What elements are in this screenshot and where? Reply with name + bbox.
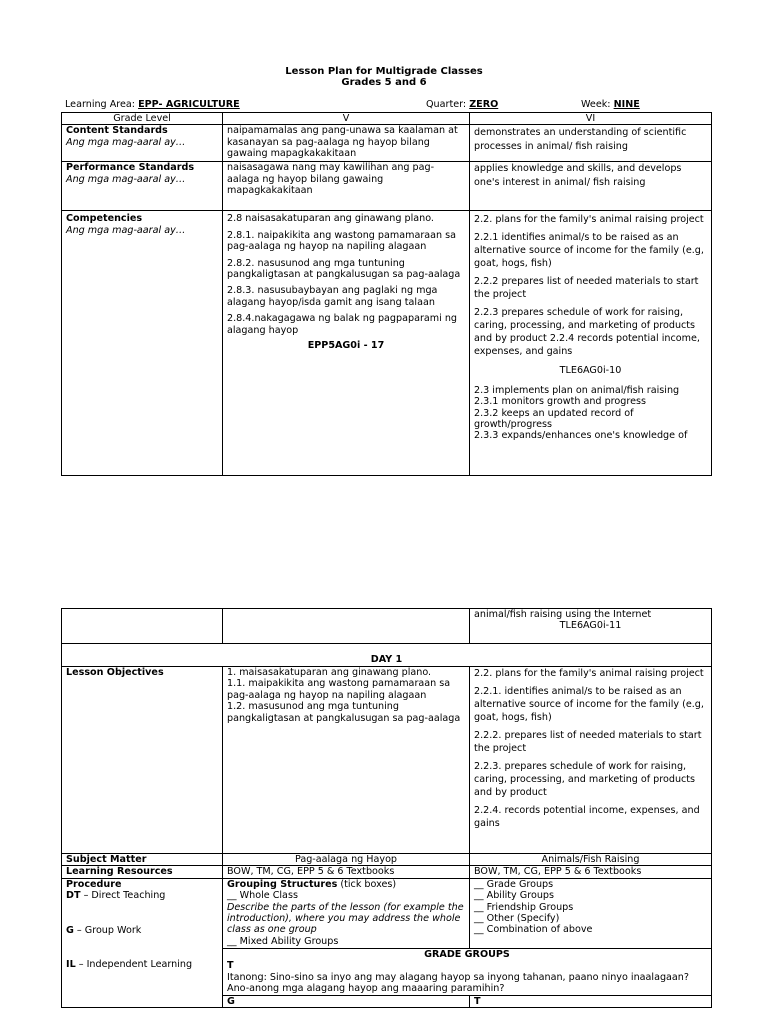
competency-vi-more: 2.3.3 expands/enhances one's knowledge of [474,430,688,442]
subject-matter-label: Subject Matter [62,854,223,866]
competencies-label: Competencies [66,213,143,225]
grouping-mixed: __ Mixed Ability Groups [227,935,339,947]
performance-standards-sub: Ang mga mag-aaral ay… [66,173,186,185]
objective-vi-item: 2.2.2. prepares list of needed materials to start the project [474,730,702,754]
t-column-label: T [470,995,712,1007]
content-standards-row [62,125,712,162]
page-title: Lesson Plan for Multigrade Classes [285,66,483,77]
competencies-vi [470,211,712,476]
learning-area-value: EPP- AGRICULTURE [138,99,240,110]
competencies-cell [62,211,223,476]
grade-vi-header: VI [470,113,712,125]
learning-resources-v: BOW, TM, CG, EPP 5 & 6 Textbooks [223,866,470,878]
grade-level-label: Grade Level [62,113,223,125]
objective-v-item: 1.2. masusunod ang mga tuntuning pangkaligtasan at pangkalusugan sa pag-aalaga [227,701,461,724]
competencies-sub: Ang mga mag-aaral ay… [66,224,186,236]
performance-standards-vi: applies knowledge and skills, and develops one's interest in animal/ fish raising [470,162,712,211]
competency-vi-item: 2.2.3 prepares schedule of work for raising, caring, processing, and marketing of products and by product 2.2.4 records potential income, expenses, and gains [474,307,700,358]
procedure-row [62,878,712,948]
grouping-vi-item: __ Other (Specify) [474,913,560,925]
grouping-vi-item: __ Ability Groups [474,890,554,902]
week-label: Week: [581,99,611,110]
performance-standards-label: Performance Standards [66,162,195,174]
g-column-label: G [223,995,470,1007]
competency-vi-code: TLE6AG0i-10 [559,365,622,377]
objective-vi-item: 2.2.1. identifies animal/s to be raised as an alternative source of income for the family (e.g, goat, hogs, fish) [474,686,704,723]
learning-resources-label: Learning Resources [62,866,223,878]
t-question: Itanong: Sino-sino sa inyo ang may alagang hayop sa inyong tahanan, paano ninyo inaalagaan? Ano-anong mga alagang hayop ang maaaring paramihin? [227,971,689,995]
content-standards-sub: Ang mga mag-aaral ay… [66,136,186,148]
continuation-line: animal/fish raising using the Internet [474,609,652,620]
grade-level-row [62,113,712,125]
subject-matter-v: Pag-aalaga ng Hayop [223,854,470,866]
learning-area [65,99,240,110]
competency-v-item: 2.8.3. nasusubaybayan ang paglaki ng mga alagang hayop/isda gamit ang isang talaan [227,285,438,308]
procedure-dt: DT – Direct Teaching [66,890,166,902]
grade-groups-cell [223,948,712,995]
competency-v-item: 2.8.1. naipakikita ang wastong pamamaraan sa pag-aalaga ng hayop na napiling alagaan [227,229,457,253]
competency-vi-more: 2.3.2 keeps an updated record of growth/progress [474,407,634,431]
grouping-vi [470,878,712,948]
week-value: NINE [613,99,640,110]
objective-v-item: 1.1. maipakikita ang wastong pamamaraan sa pag-aalaga ng hayop na napiling alagaan [227,678,451,701]
competency-vi-more: 2.3.1 monitors growth and progress [474,396,646,408]
content-standards-label: Content Standards [66,125,168,137]
lesson-objectives-vi [470,667,712,854]
grouping-vi-item: __ Combination of above [474,924,593,936]
performance-standards-cell [62,162,223,211]
lesson-table [61,608,712,1008]
grouping-whole-class: __ Whole Class [227,890,298,902]
continuation-code: TLE6AG0i-11 [559,620,622,632]
procedure-label: Procedure [66,878,122,890]
lesson-objectives-label: Lesson Objectives [62,667,223,854]
objective-v-item: 1. maisasakatuparan ang ginawang plano. [227,667,432,678]
week [581,99,640,110]
lesson-objectives-v [223,667,470,854]
quarter-value: ZERO [469,99,499,110]
competency-v-item: 2.8.4.nakagagawa ng balak ng pagpaparami ng alagang hayop [227,313,458,336]
subject-matter-vi: Animals/Fish Raising [470,854,712,866]
learning-resources-vi: BOW, TM, CG, EPP 5 & 6 Textbooks [470,866,712,878]
competency-vi-item: 2.2.1 identifies animal/s to be raised as an alternative source of income for the family (e.g, goat, hogs, fish) [474,232,704,270]
learning-resources-row [62,866,712,878]
competency-v-item: 2.8 naisasakatuparan ang ginawang plano. [227,213,434,225]
grouping-vi-item: __ Grade Groups [474,878,554,890]
objective-vi-item: 2.2.3. prepares schedule of work for raising, caring, processing, and marketing of products and by product [474,761,696,798]
competency-v-code: EPP5AG0i - 17 [307,340,385,352]
performance-standards-row [62,162,712,211]
quarter-label: Quarter: [426,99,467,110]
grouping-heading: Grouping Structures (tick boxes) [227,878,397,890]
competencies-v [223,211,470,476]
grouping-v [223,878,470,948]
procedure-il: IL – Independent Learning [66,959,193,971]
procedure-cell [62,878,223,1007]
content-standards-vi: demonstrates an understanding of scientific processes in animal/ fish raising [470,125,712,162]
content-standards-v: naipamamalas ang pang-unawa sa kaalaman at kasanayan sa pag-aalaga ng hayop bilang gawaing mapagkakakitaan [223,125,470,162]
standards-table [61,112,712,476]
content-standards-cell [62,125,223,162]
grade-v-header: V [223,113,470,125]
grade-groups-heading: GRADE GROUPS [424,948,510,960]
objective-vi-item: 2.2.4. records potential income, expenses, and gains [474,805,700,829]
learning-area-label: Learning Area: [65,99,136,110]
subject-matter-row [62,854,712,866]
competency-vi-item: 2.2. plans for the family's animal raising project [474,214,704,226]
day-row [62,644,712,667]
competency-vi-more: 2.3 implements plan on animal/fish raising [474,384,680,396]
continuation-row [62,609,712,644]
procedure-g: G – Group Work [66,924,142,936]
objective-vi-item: 2.2. plans for the family's animal raising project [474,668,704,679]
competencies-row [62,211,712,476]
competency-vi-item: 2.2.2 prepares list of needed materials to start the project [474,276,699,301]
performance-standards-v: naisasagawa nang may kawilihan ang pag-aalaga ng hayop bilang gawaing mapagkakakitaan [223,162,470,211]
t-label: T [227,960,234,972]
continuation-cell [470,609,712,644]
lesson-objectives-row [62,667,712,854]
grouping-describe: Describe the parts of the lesson (for example the introduction), where you may address the whole class as one group [227,901,464,936]
quarter [426,99,498,110]
day-label: DAY 1 [62,644,712,667]
grouping-vi-item: __ Friendship Groups [474,901,574,913]
page-subtitle: Grades 5 and 6 [341,77,427,88]
competency-v-item: 2.8.2. nasusunod ang mga tuntuning pangkaligtasan at pangkalusugan sa pag-aalaga [227,257,461,281]
